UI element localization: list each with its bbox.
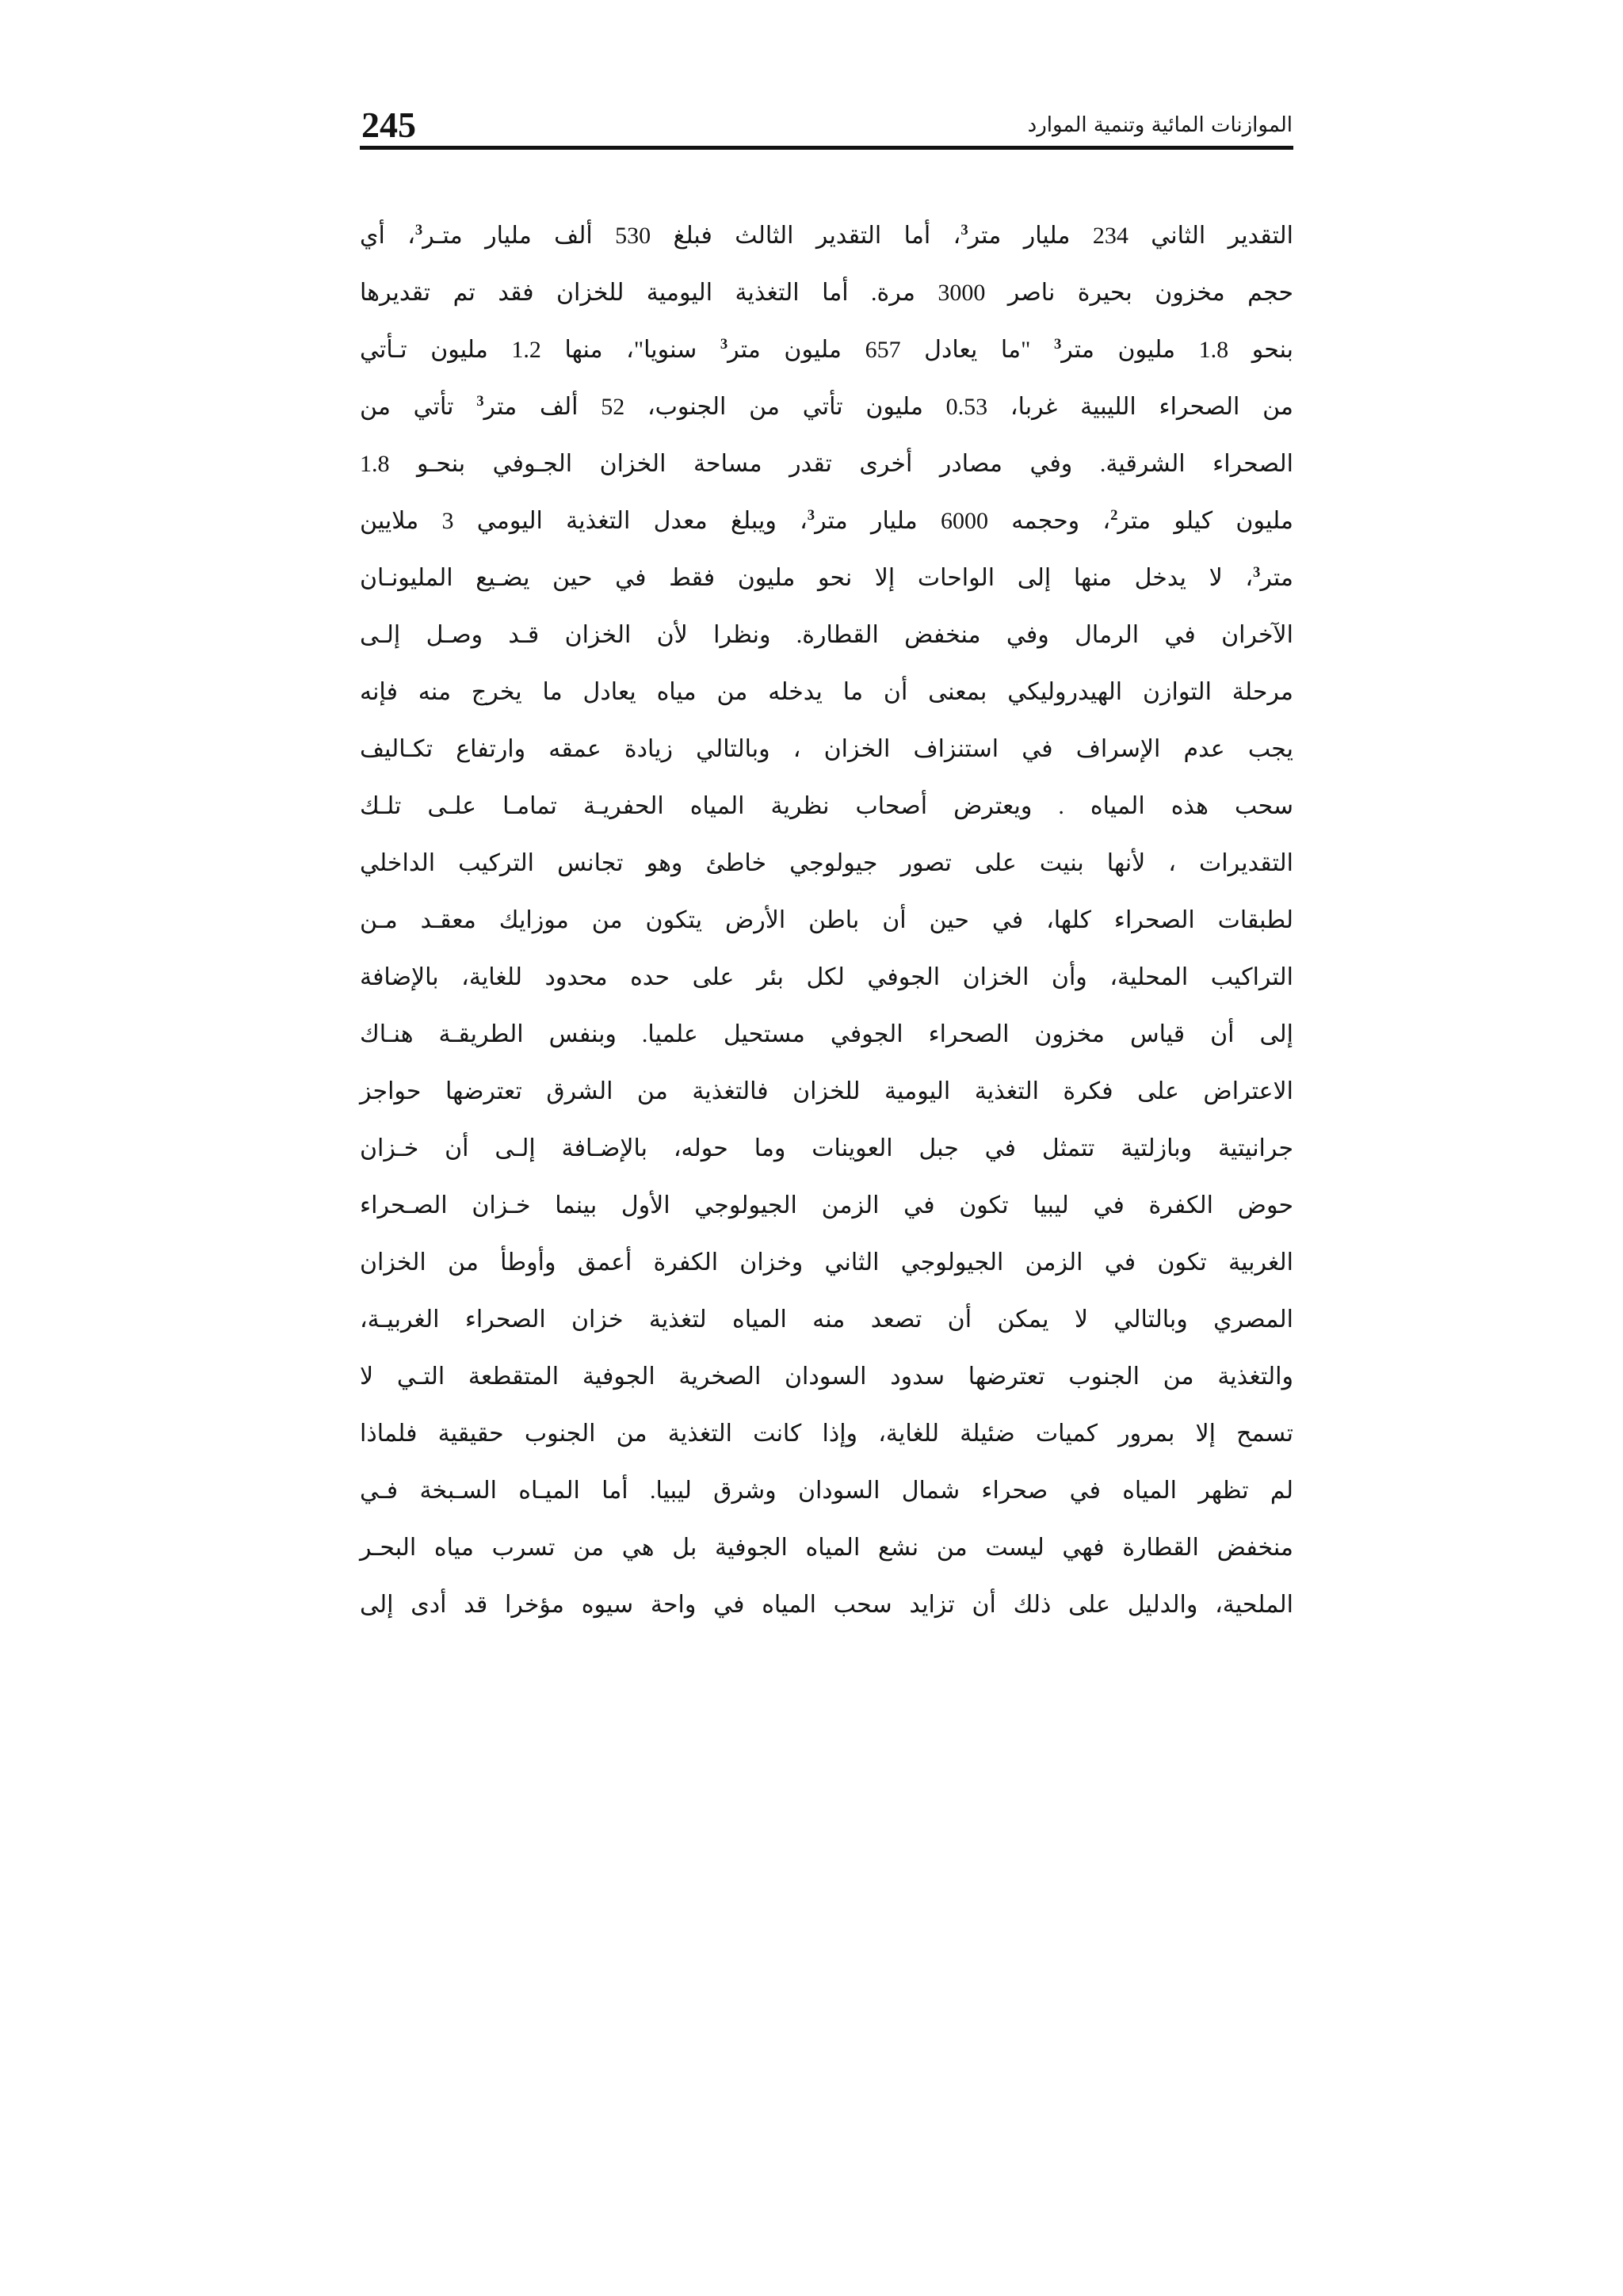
text-run: تأتي من	[360, 394, 477, 420]
text-run: لم تظهر المياه في صحراء شمال السودان وشرق ليبيا. أما الميـاه السـبخة فـي	[360, 1478, 1293, 1504]
text-line	[360, 1348, 1293, 1405]
superscript: 3	[1253, 563, 1261, 581]
superscript: 3	[720, 335, 728, 353]
text-run: الصحراء الشرقية. وفي مصادر أخرى تقدر مساحة الخزان الجـوفي بنحـو 1.8	[360, 451, 1293, 477]
text-run: حوض الكفرة في ليبيا تكون في الزمن الجيولوجي الأول بينما خـزان الصـحراء	[360, 1192, 1293, 1219]
text-run: متر	[1260, 565, 1293, 591]
text-line	[360, 892, 1293, 949]
text-run: الملحية، والدليل على ذلك أن تزايد سحب المياه في واحة سيوه مؤخرا قد أدى إلى	[360, 1592, 1294, 1618]
superscript: 3	[476, 392, 484, 410]
text-line	[360, 1063, 1293, 1120]
text-line	[360, 1405, 1293, 1463]
text-line	[360, 1006, 1293, 1063]
text-line	[360, 436, 1293, 493]
text-run: ، ويبلغ معدل التغذية اليومي 3 ملايين	[360, 508, 808, 534]
running-header	[361, 100, 1293, 151]
text-run: والتغذية من الجنوب تعترضها سدود السودان الصخرية الجوفية المتقطعة التـي لا	[360, 1363, 1293, 1390]
text-run: مرحلة التوازن الهيدروليكي بمعنى أن ما يدخله من مياه يعادل ما يخرج منه فإنه	[360, 679, 1293, 705]
text-run: التقدير الثاني 234 مليار متر	[968, 223, 1294, 249]
text-line	[360, 1577, 1293, 1634]
text-run: الغربية تكون في الزمن الجيولوجي الثاني وخزان الكفرة أعمق وأوطأ من الخزان	[360, 1249, 1293, 1276]
superscript: 3	[1053, 335, 1062, 353]
text-run: مليون كيلو متر	[1117, 508, 1294, 534]
text-run: من الصحراء الليبية غربا، 0.53 مليون تأتي من الجنوب، 52 ألف متر	[483, 394, 1293, 420]
text-run: التراكيب المحلية، وأن الخزان الجوفي لكل بئر على حده محدود للغاية، بالإضافة	[360, 964, 1293, 990]
text-run: حجم مخزون بحيرة ناصر 3000 مرة. أما التغذية اليومية للخزان فقد تم تقديرها	[360, 280, 1294, 306]
text-run: جرانيتية وبازلتية تتمثل في جبل العوينات وما حوله، بالإضـافة إلـى أن خـزان	[360, 1135, 1293, 1161]
page-number: 245	[361, 105, 416, 145]
superscript: 3	[960, 221, 968, 238]
text-line	[360, 1177, 1293, 1234]
text-line	[360, 1120, 1293, 1177]
text-run: ، لا يدخل منها إلى الواحات إلا نحو مليون فقط في حين يضـيع المليونـان	[360, 565, 1254, 591]
text-run: منخفض القطارة فهي ليست من نشع المياه الجوفية بل هي من تسرب مياه البحـر	[360, 1535, 1293, 1561]
text-run: يجب عدم الإسراف في استنزاف الخزان ، وبالتالي زيادة عمقه وارتفاع تكـاليف	[360, 736, 1293, 762]
header-rule	[360, 146, 1293, 150]
text-line	[360, 1463, 1293, 1520]
text-line	[360, 1291, 1293, 1348]
text-run: بنحو 1.8 مليون متر	[1061, 337, 1294, 363]
text-run: ، أما التقدير الثالث فبلغ 530 ألف مليار متـر	[422, 223, 961, 249]
text-run: إلى أن قياس مخزون الصحراء الجوفي مستحيل علميا. وبنفس الطريقـة هنـاك	[360, 1021, 1293, 1047]
text-run: "ما يعادل 657 مليون متر	[727, 337, 1054, 363]
text-line	[360, 778, 1293, 835]
text-run: لطبقات الصحراء كلها، في حين أن باطن الأرض يتكون من موزايك معقـد مـن	[360, 907, 1293, 933]
text-run: ، وحجمه 6000 مليار متر	[815, 508, 1111, 534]
text-line	[360, 208, 1293, 265]
text-run: تسمح إلا بمرور كميات ضئيلة للغاية، وإذا كانت التغذية من الجنوب حقيقية فلماذا	[360, 1421, 1293, 1447]
text-run: التقديرات ، لأنها بنيت على تصور جيولوجي خاطئ وهو تجانس التركيب الداخلي	[360, 850, 1293, 876]
body-text	[360, 208, 1293, 1634]
text-line	[360, 1234, 1293, 1291]
text-line	[360, 322, 1293, 379]
superscript: 2	[1110, 506, 1118, 524]
superscript: 3	[807, 506, 815, 524]
text-run: الاعتراض على فكرة التغذية اليومية للخزان فالتغذية من الشرق تعترضها حواجز	[360, 1078, 1293, 1104]
text-line	[360, 379, 1293, 436]
text-run: المصري وبالتالي لا يمكن أن تصعد منه المياه لتغذية خزان الصحراء الغربيـة،	[360, 1306, 1293, 1333]
text-line	[360, 1520, 1293, 1577]
text-run: ، أي	[360, 223, 415, 249]
text-line	[360, 664, 1293, 721]
text-line	[360, 835, 1293, 892]
text-line	[360, 949, 1293, 1006]
running-title: الموازنات المائية وتنمية الموارد	[1027, 113, 1293, 137]
text-line	[360, 721, 1293, 778]
text-line	[360, 265, 1293, 322]
text-line	[360, 550, 1293, 607]
text-run: سنويا"، منها 1.2 مليون تـأتي	[360, 337, 720, 363]
superscript: 3	[414, 221, 423, 238]
text-run: سحب هذه المياه . ويعترض أصحاب نظرية المياه الحفريـة تمامـا علـى تلـك	[360, 793, 1293, 819]
text-line	[360, 607, 1293, 664]
text-line	[360, 493, 1293, 550]
text-run: الآخران في الرمال وفي منخفض القطارة. ونظرا لأن الخزان قـد وصـل إلـى	[360, 622, 1293, 648]
